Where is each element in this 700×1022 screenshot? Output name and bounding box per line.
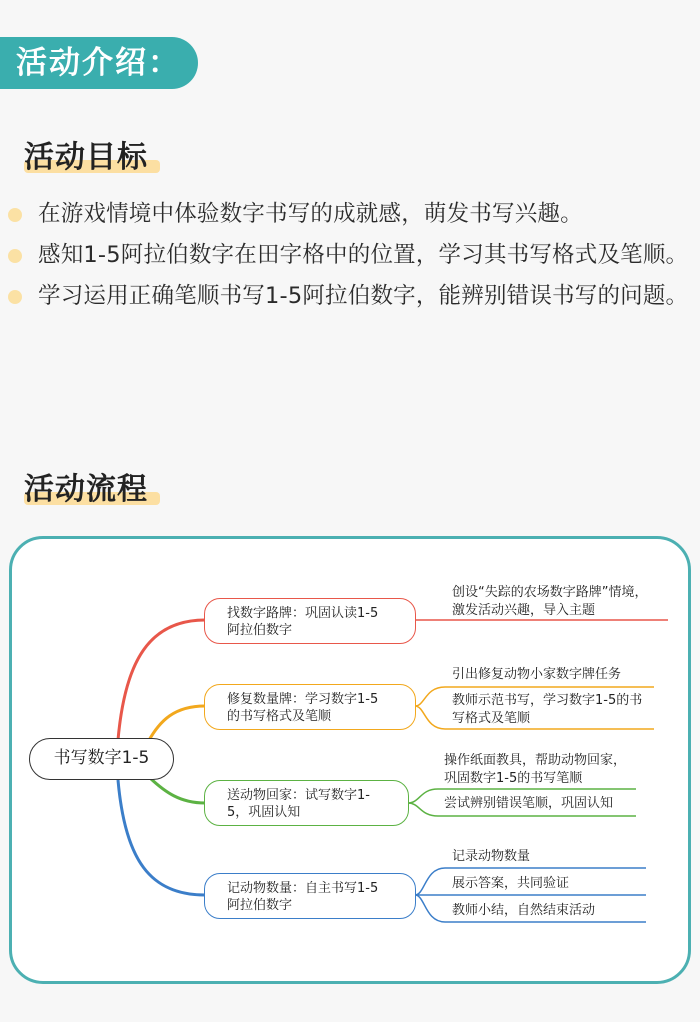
leaf-line-text: 操作纸面教具，帮助动物回家， xyxy=(444,753,627,768)
leaf-line-text: 创设“失踪的农场数字路牌”情境， xyxy=(452,585,648,600)
branch-line: 找数字路牌：巩固认读1-5 xyxy=(227,606,379,621)
branch-node xyxy=(204,684,416,730)
goal-text: 感知1-5阿拉伯数字在田字格中的位置，学习其书写格式及笔顺。 xyxy=(38,242,689,268)
intro-title: 活动介绍： xyxy=(0,37,198,89)
branch-line: 阿拉伯数字 xyxy=(227,898,293,913)
branch-line: 送动物回家：试写数字1- xyxy=(227,788,370,803)
leaf-text xyxy=(452,584,647,620)
connector-branch-2 xyxy=(148,706,205,742)
goal-text: 在游戏情境中体验数字书写的成就感，萌发书写兴趣。 xyxy=(38,201,583,227)
branch-label xyxy=(227,605,407,639)
leaf-text xyxy=(452,902,595,920)
branch-line: 记动物数量：自主书写1-5 xyxy=(227,881,379,896)
branch-label xyxy=(227,880,407,914)
branch-node xyxy=(204,780,409,826)
leaf-text xyxy=(444,795,613,813)
mindmap-root-node: 书写数字1-5 xyxy=(29,738,174,780)
branch-line: 阿拉伯数字 xyxy=(227,623,293,638)
leaf-line-text: 记录动物数量 xyxy=(452,849,531,864)
flow-heading: 活动流程 xyxy=(24,472,148,507)
leaf-text xyxy=(452,875,569,893)
leaf-line-text: 激发活动兴趣，导入主题 xyxy=(452,603,596,618)
branch-label xyxy=(227,691,407,725)
leaf-line-text: 展示答案，共同验证 xyxy=(452,876,570,891)
connector-branch-3 xyxy=(150,778,205,803)
leaf-text xyxy=(452,666,621,684)
branch-line: 修复数量牌：学习数字1-5 xyxy=(227,692,379,707)
leaf-text xyxy=(444,752,626,788)
leaf-line-text: 教师小结，自然结束活动 xyxy=(452,903,596,918)
branch-line: 5，巩固认知 xyxy=(227,805,301,820)
goal-text: 学习运用正确笔顺书写1-5阿拉伯数字，能辨别错误书写的问题。 xyxy=(38,283,689,309)
leaf-text xyxy=(452,848,530,866)
leaf-line-text: 教师示范书写，学习数字1-5的书 xyxy=(452,693,643,708)
connector-branch-4 xyxy=(118,780,205,895)
leaf-text xyxy=(452,692,642,728)
branch-line: 的书写格式及笔顺 xyxy=(227,709,332,724)
branch-label xyxy=(227,787,407,821)
goals-heading: 活动目标 xyxy=(24,140,148,175)
branch-node xyxy=(204,598,416,644)
branch-node xyxy=(204,873,416,919)
leaf-line-text: 引出修复动物小家数字牌任务 xyxy=(452,667,622,682)
leaf-line-text: 尝试辨别错误笔顺，巩固认知 xyxy=(444,796,614,811)
leaf-line-text: 巩固数字1-5的书写笔顺 xyxy=(444,771,583,786)
leaf-line-text: 写格式及笔顺 xyxy=(452,711,531,726)
